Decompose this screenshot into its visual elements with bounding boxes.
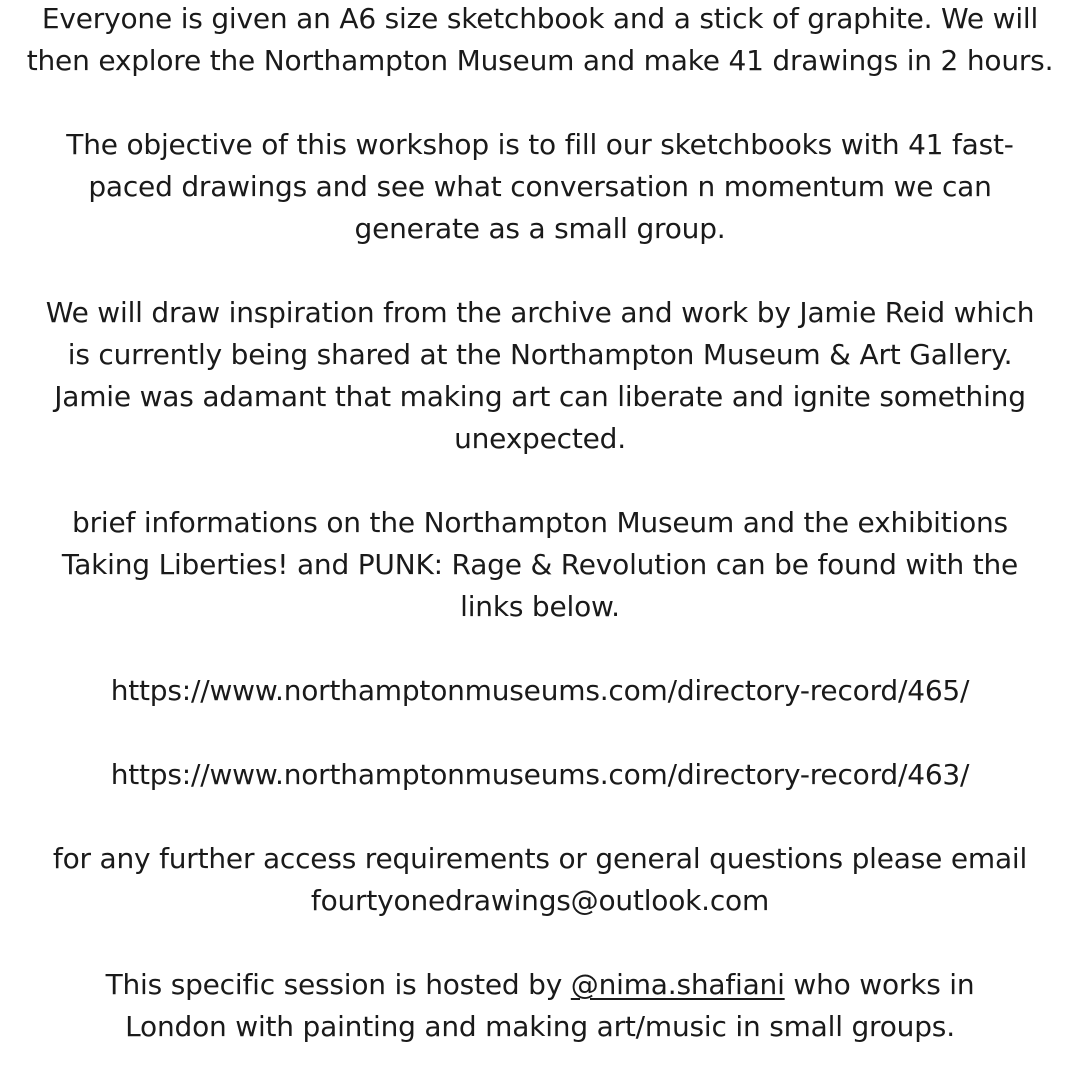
host-paragraph [0,964,1080,1048]
contact-paragraph [0,838,1080,922]
objective-line-2: paced drawings and see what conversation n momentum we can [88,170,992,203]
intro-line-1: Everyone is given an A6 size sketchbook and a stick of graphite. We will [41,2,1039,35]
inspiration-line-1: We will draw inspiration from the archive and work by Jamie Reid which [45,296,1035,329]
host-prefix: This specific session is hosted by [105,968,571,1001]
link-1-paragraph [0,670,1080,712]
contact-line-1: for any further access requirements or general questions please email [52,842,1028,875]
inspiration-paragraph [0,292,1080,460]
museum-link-463[interactable]: https://www.northamptonmuseums.com/directory-record/463/ [110,758,970,791]
host-handle-link[interactable]: @nima.shafiani [570,968,785,1001]
brief-info-paragraph [0,502,1080,628]
contact-email[interactable]: fourtyonedrawings@outlook.com [310,884,770,917]
link-2-paragraph [0,754,1080,796]
brief-info-line-3: links below. [460,590,620,623]
inspiration-line-4: unexpected. [454,422,626,455]
objective-line-1: The objective of this workshop is to fill our sketchbooks with 41 fast- [66,128,1014,161]
host-suffix: who works in [784,968,975,1001]
brief-info-line-1: brief informations on the Northampton Museum and the exhibitions [72,506,1008,539]
inspiration-line-2: is currently being shared at the Northampton Museum & Art Gallery. [67,338,1013,371]
host-line-1 [0,964,1080,1006]
inspiration-line-3: Jamie was adamant that making art can liberate and ignite something [54,380,1026,413]
intro-paragraph [0,0,1080,82]
objective-paragraph [0,124,1080,250]
museum-link-465[interactable]: https://www.northamptonmuseums.com/directory-record/465/ [110,674,970,707]
brief-info-line-2: Taking Liberties! and PUNK: Rage & Revolution can be found with the [61,548,1019,581]
host-line-2: London with painting and making art/music in small groups. [125,1010,955,1043]
intro-line-2: then explore the Northampton Museum and make 41 drawings in 2 hours. [26,44,1054,77]
objective-line-3: generate as a small group. [354,212,726,245]
